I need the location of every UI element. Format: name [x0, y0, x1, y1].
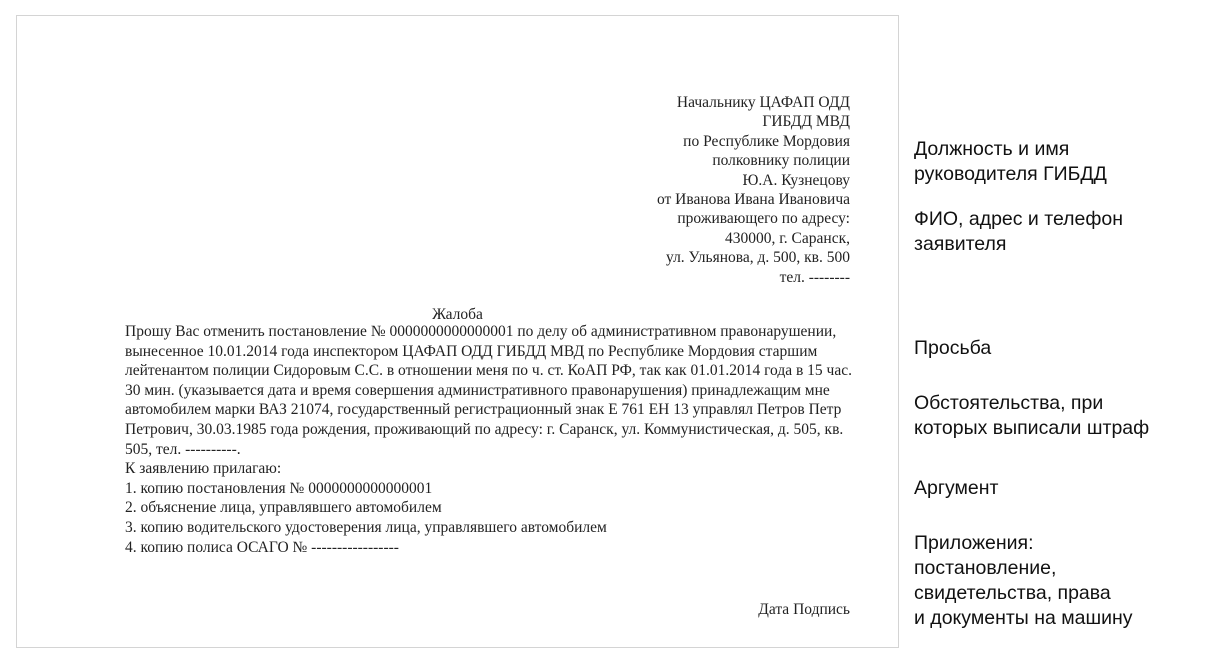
annotation-line: которых выписали штраф: [914, 417, 1150, 439]
attachment-item: 4. копию полиса ОСАГО № -----------------: [125, 538, 399, 556]
attachments-intro: К заявлению прилагаю:: [125, 460, 282, 478]
annotation-addressee: [914, 137, 1107, 187]
annotation-line: руководителя ГИБДД: [914, 163, 1107, 185]
header-line: по Республике Мордовия: [683, 132, 850, 150]
annotation-line: заявителя: [914, 233, 1007, 255]
request-paragraph: Прошу Вас отменить постановление № 0000000000000001 по делу об административном правонарушении, вынесенное 10.01.2014 года инспектором ЦАФАП ОДД ГИБДД МВД по Республике Мордовия старшим лейтенантом полиции Сидоровым С.С. в отношении меня по ч. ст. КоАП РФ, так как 01.01.2014 года в 15 час. 30 мин. (указывается дата и время совершения административного правонарушения) принадлежащим мне автомобилем марки ВАЗ 21074, государственный регистрационный знак Е 761 ЕН 13 управлял Петров Петр Петрович, 30.03.1985 года рождения, проживающий по адресу: г. Саранск, ул. Коммунистическая, д. 505, кв. 505, тел. ----------.: [125, 323, 852, 458]
header-line: Начальнику ЦАФАП ОДД: [676, 94, 850, 111]
annotation-request: [914, 336, 991, 361]
attachment-item: 1. копию постановления № 0000000000000001: [125, 479, 433, 497]
annotation-line: свидетельства, права: [914, 582, 1111, 604]
annotation-line: Приложения:: [914, 532, 1034, 554]
header-line: проживающего по адресу:: [677, 210, 850, 228]
header-line: ул. Ульянова, д. 500, кв. 500: [666, 249, 850, 267]
annotation-circumstances: [914, 391, 1149, 441]
annotation-line: Аргумент: [914, 477, 999, 499]
annotation-attachments: [914, 531, 1133, 631]
annotation-line: постановление,: [914, 557, 1057, 579]
header-line: от Иванова Ивана Ивановича: [656, 191, 850, 209]
attachment-item: 3. копию водительского удостоверения лица, управлявшего автомобилем: [125, 518, 607, 536]
document-title: Жалоба: [432, 306, 483, 323]
header-line: ГИБДД МВД: [762, 113, 850, 131]
addressee-block: [657, 93, 850, 287]
annotation-line: Просьба: [914, 337, 992, 359]
annotation-line: Должность и имя: [914, 138, 1070, 160]
annotation-line: ФИО, адрес и телефон: [914, 208, 1124, 230]
complaint-document: [16, 15, 899, 648]
annotation-line: Обстоятельства, при: [914, 392, 1104, 414]
header-line: Ю.А. Кузнецову: [742, 171, 850, 189]
date-signature: Дата Подпись: [758, 601, 850, 618]
document-body: [125, 322, 865, 557]
attachments-list: [125, 479, 865, 557]
header-line: 430000, г. Саранск,: [724, 229, 850, 247]
header-line: тел. --------: [779, 268, 850, 286]
attachment-item: 2. объяснение лица, управлявшего автомобилем: [125, 499, 442, 517]
annotation-applicant: [914, 207, 1123, 257]
header-line: полковнику полиции: [712, 152, 850, 170]
annotation-line: и документы на машину: [914, 607, 1133, 629]
annotation-argument: [914, 476, 998, 501]
